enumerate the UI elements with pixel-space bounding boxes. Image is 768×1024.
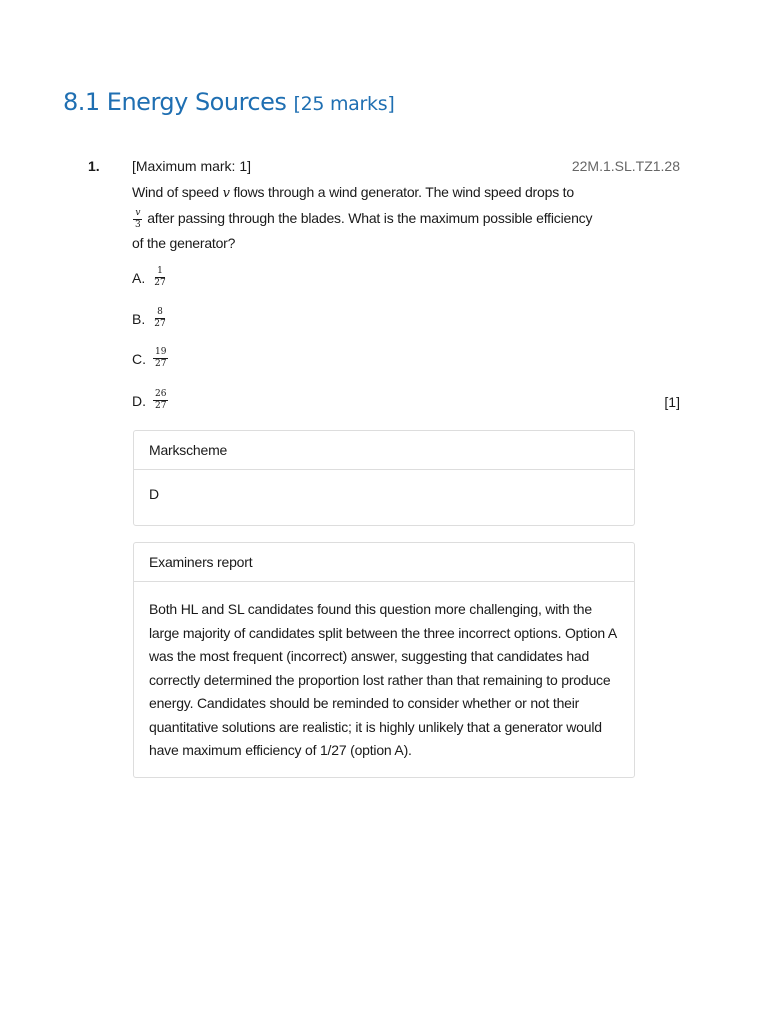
section-marks: [25 marks] — [293, 93, 395, 115]
page-title — [63, 88, 394, 116]
section-title: 8.1 Energy Sources — [63, 88, 287, 116]
option-b — [132, 307, 169, 330]
examiners-report-panel — [133, 542, 635, 778]
speed-variable: v — [222, 186, 230, 201]
option-denominator: 27 — [155, 359, 167, 369]
markscheme-header: Markscheme — [134, 431, 634, 470]
option-fraction — [153, 347, 168, 370]
option-denominator: 27 — [155, 401, 167, 411]
option-numerator: 1 — [157, 266, 163, 276]
option-fraction — [153, 389, 168, 412]
option-denominator: 27 — [154, 319, 166, 329]
question-code: 22M.1.SL.TZ1.28 — [571, 158, 680, 174]
question-number: 1. — [88, 158, 100, 174]
fraction-denominator: 3 — [135, 219, 141, 230]
option-fraction — [152, 266, 167, 289]
option-numerator: 8 — [157, 307, 163, 317]
fraction-v-over-3 — [133, 208, 143, 231]
option-denominator: 27 — [154, 278, 166, 288]
examiners-report-text: Both HL and SL candidates found this question more challenging, with the large majority of candidates split between the three incorrect options. Option A was the most frequent (incorrect) answer, suggesting that candidates had correctly determined the proportion lost rather than that remaining to produce energy. Candidates should be reminded to consider whether or not their quantitative solutions are realistic; it is highly unlikely that a generator would have maximum efficiency of 1/27 (option A). — [149, 601, 617, 758]
option-letter: D. — [132, 392, 146, 409]
option-letter: A. — [132, 269, 146, 286]
option-a — [132, 266, 169, 289]
fraction-numerator: v — [135, 207, 141, 218]
question-max-mark: [Maximum mark: 1] — [132, 158, 252, 174]
option-letter: C. — [132, 350, 146, 367]
question-text-part3: after passing through the blades. What is the maximum possible efficiency of the generator? — [132, 210, 593, 251]
option-fraction — [152, 307, 167, 330]
option-numerator: 19 — [155, 347, 167, 357]
option-d — [132, 389, 169, 412]
examiners-report-header: Examiners report — [134, 543, 634, 582]
option-numerator: 26 — [155, 389, 167, 399]
question-text-part2: flows through a wind generator. The wind speed drops to — [229, 184, 574, 200]
markscheme-panel — [133, 430, 635, 526]
question-text — [132, 180, 602, 255]
question-marks: [1] — [664, 394, 680, 410]
option-c — [132, 347, 169, 370]
question-text-part1: Wind of speed — [132, 184, 223, 200]
option-letter: B. — [132, 310, 146, 327]
markscheme-answer: D — [149, 486, 159, 502]
